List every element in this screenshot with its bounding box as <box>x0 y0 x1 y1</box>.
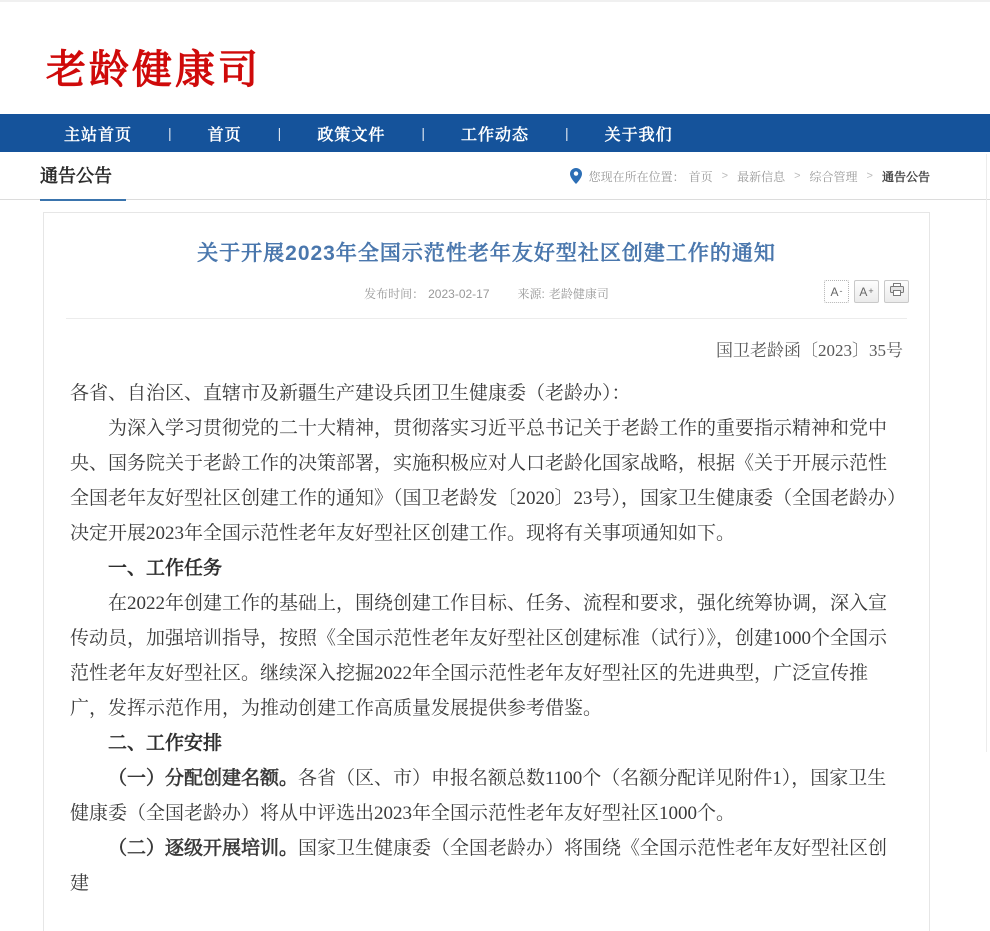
breadcrumb-prefix: 您现在所在位置： <box>588 169 685 184</box>
breadcrumb <box>570 152 930 200</box>
breadcrumb-separator: > <box>721 170 729 182</box>
paragraph-text: 国家卫生健康委（全国老龄办）将围绕《全国示范性老年友好型社区创建 <box>70 838 888 894</box>
article-body <box>44 361 929 931</box>
paragraph <box>70 831 903 901</box>
nav-item-work-news[interactable]: 工作动态 <box>460 126 529 144</box>
main-nav <box>0 114 990 152</box>
breadcrumb-current: 通告公告 <box>881 169 930 184</box>
section-heading-2: 二、工作安排 <box>108 733 223 754</box>
nav-item-policy-documents[interactable]: 政策文件 <box>317 126 386 144</box>
article-card <box>43 212 930 931</box>
breadcrumb-row <box>0 152 990 200</box>
article-title: 关于开展2023年全国示范性老年友好型社区创建工作的通知 <box>197 242 776 265</box>
paragraph <box>70 761 903 831</box>
page-right-border <box>986 154 987 752</box>
site-logo[interactable]: 老龄健康司 <box>46 48 261 92</box>
nav-separator: | <box>168 125 172 141</box>
publish-date: 2023-02-17 <box>428 287 490 301</box>
paragraph-lead: （二）逐级开展培训。 <box>108 838 299 859</box>
source-value: 老龄健康司 <box>548 287 609 301</box>
nav-item-home[interactable]: 首页 <box>207 126 242 144</box>
addressee-line: 各省、自治区、直辖市及新疆生产建设兵团卫生健康委（老龄办）： <box>70 383 631 404</box>
font-larger-sup: + <box>868 286 874 296</box>
nav-separator: | <box>277 125 282 141</box>
print-button[interactable] <box>884 280 909 303</box>
breadcrumb-latest-info[interactable]: 最新信息 <box>737 169 786 184</box>
font-smaller-button[interactable] <box>824 280 849 303</box>
breadcrumb-general-management[interactable]: 综合管理 <box>809 169 858 184</box>
breadcrumb-separator: > <box>866 170 873 182</box>
paragraph: 为深入学习贯彻党的二十大精神，贯彻落实习近平总书记关于老龄工作的重要指示精神和党中央、国务院关于老龄工作的决策部署，实施积极应对人口老龄化国家战略，根据《关于开展示范性全国老年友好型社区创建工作的通知》（国卫老龄发〔2020〕23号），国家卫生健康委（全国老龄办）决定开展2023年全国示范性老年友好型社区创建工作。现将有关事项通知如下。 <box>70 418 897 544</box>
breadcrumb-separator: > <box>794 170 801 182</box>
article-tools <box>824 280 909 303</box>
breadcrumb-home[interactable]: 首页 <box>688 169 713 184</box>
paragraph-text: 各省（区、市）申报名额总数1100个（名额分配详见附件1），国家卫生健康委（全国老龄办）将从中评选出2023年全国示范性老年友好型社区1000个。 <box>70 768 887 824</box>
nav-separator: | <box>564 125 569 141</box>
paragraph-lead: （一）分配创建名额。 <box>108 768 299 789</box>
nav-item-main-home[interactable]: 主站首页 <box>64 126 133 144</box>
paragraph: 在2022年创建工作的基础上，围绕创建工作目标、任务、流程和要求，强化统筹协调，深入宣传动员，加强培训指导，按照《全国示范性老年友好型社区创建标准（试行）》，创建1000个全国示范性老年友好型社区。继续深入挖掘2022年全国示范性老年友好型社区的先进典型，广泛宣传推广，发挥示范作用，为推动创建工作高质量发展提供参考借鉴。 <box>70 593 888 719</box>
publish-date-label: 发布时间： <box>364 287 425 301</box>
font-larger-label: A <box>859 284 868 299</box>
font-smaller-label: A <box>830 284 839 299</box>
font-larger-button[interactable] <box>854 280 879 303</box>
nav-item-about-us[interactable]: 关于我们 <box>604 126 673 144</box>
location-pin-icon <box>570 168 582 184</box>
section-heading-1: 一、工作任务 <box>108 558 223 579</box>
site-header <box>0 2 990 114</box>
document-number: 国卫老龄函〔2023〕35号 <box>716 341 903 360</box>
article-meta <box>44 282 929 306</box>
section-title: 通告公告 <box>40 153 126 201</box>
source-label: 来源: <box>517 287 545 301</box>
nav-separator: | <box>421 125 425 141</box>
font-smaller-sup: - <box>839 286 843 296</box>
printer-icon <box>890 280 904 304</box>
